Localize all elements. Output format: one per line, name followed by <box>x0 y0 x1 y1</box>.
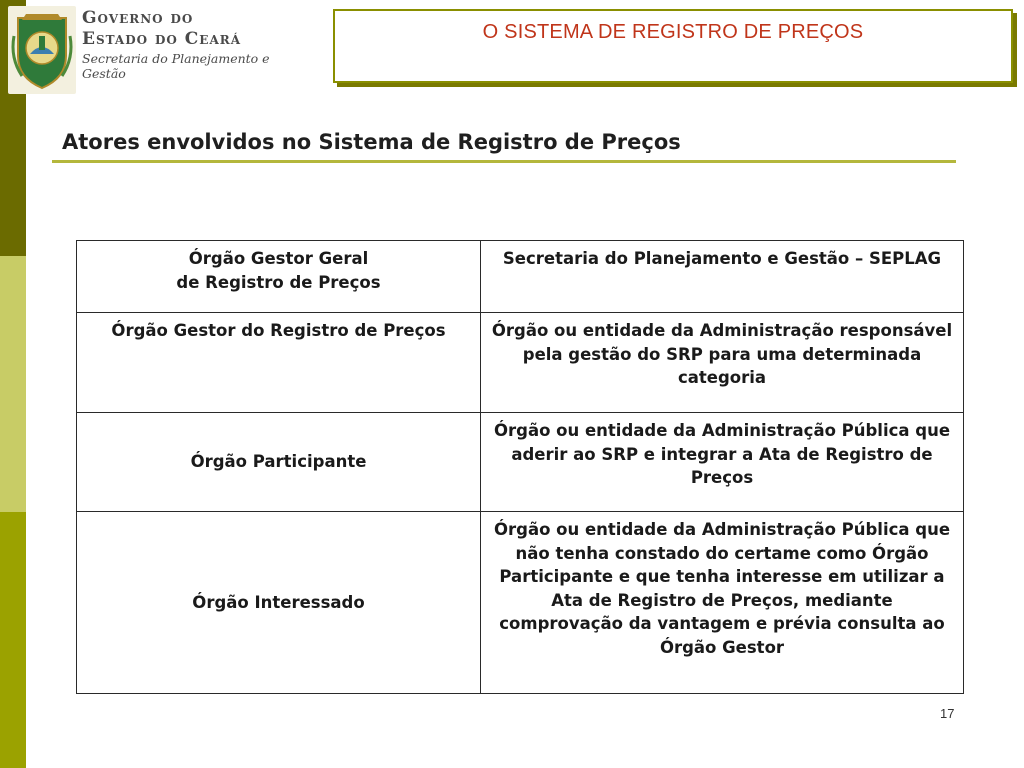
actor-cell: Órgão Participante <box>77 413 481 512</box>
table-row <box>77 512 964 694</box>
title-box <box>333 9 1013 83</box>
table-row <box>77 313 964 413</box>
org-subtitle: Secretaria do Planejamento e Gestão <box>82 51 270 81</box>
description-cell: Órgão ou entidade da Administração responsável pela gestão do SRP para uma determinada categoria <box>481 313 964 413</box>
actor-cell: Órgão Interessado <box>77 512 481 694</box>
heading-underline <box>52 160 956 163</box>
actor-cell: Órgão Gestor do Registro de Preços <box>77 313 481 413</box>
org-line-2: Estado do Ceará <box>82 29 242 49</box>
page-number: 17 <box>940 706 955 721</box>
table-row <box>77 241 964 313</box>
government-branding <box>82 8 302 81</box>
slide-heading: Atores envolvidos no Sistema de Registro de Preços <box>62 130 681 154</box>
description-cell: Secretaria do Planejamento e Gestão – SEPLAG <box>481 241 964 313</box>
org-line-1: Governo do <box>82 8 194 28</box>
description-cell: Órgão ou entidade da Administração Pública que aderir ao SRP e integrar a Ata de Registro de Preços <box>481 413 964 512</box>
side-band-bottom <box>0 512 26 768</box>
coat-of-arms-icon <box>8 6 76 94</box>
side-band-middle <box>0 256 26 512</box>
slide-title: O SISTEMA DE REGISTRO DE PREÇOS <box>482 21 864 43</box>
actor-line: Órgão Gestor Geral <box>188 249 369 268</box>
actor-cell <box>77 241 481 313</box>
actors-table <box>76 240 964 694</box>
description-cell: Órgão ou entidade da Administração Pública que não tenha constado do certame como Órgão Participante e que tenha interesse em utilizar a Ata de Registro de Preços, mediante comprovação da vantagem e prévia consulta ao Órgão Gestor <box>481 512 964 694</box>
actor-line: de Registro de Preços <box>176 272 381 292</box>
table-row <box>77 413 964 512</box>
